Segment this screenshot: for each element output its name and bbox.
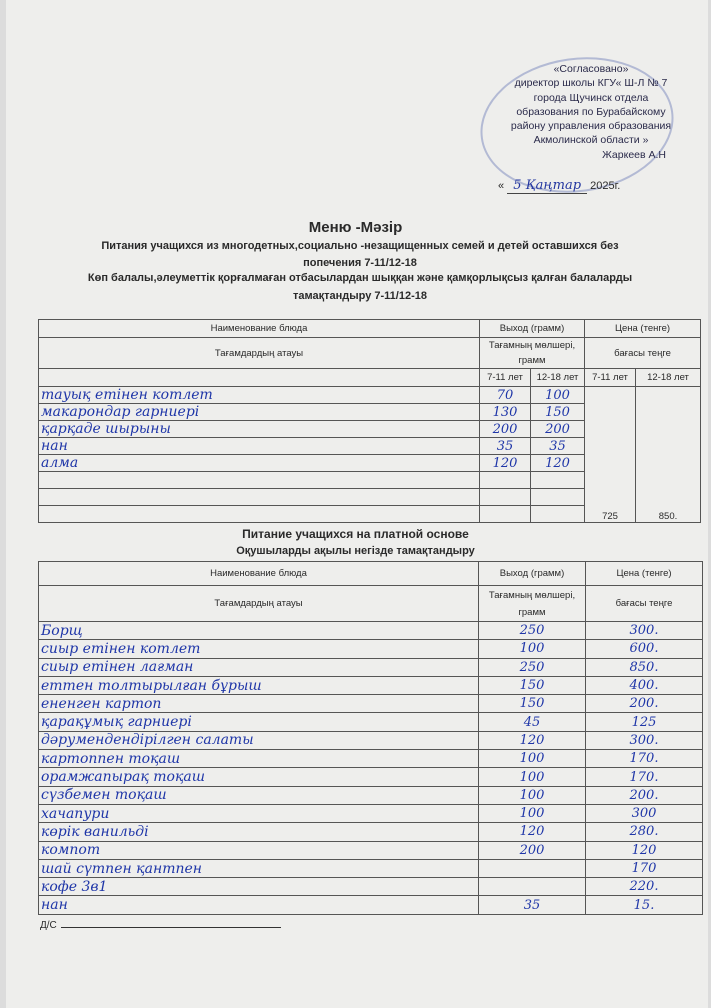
date-prefix: « [498,180,505,192]
ds-label: Д/С [40,920,57,931]
dish-grams: 250 [479,658,586,676]
approval-line: «Согласовано» [553,63,629,75]
date-handwritten: 5 Қаңтар [507,178,587,194]
approval-signer: Жаркеев А.Н [602,148,666,161]
dish-grams: 200 [479,841,586,859]
dish-price: 300. [586,731,703,749]
dish-price: 170 [586,859,703,877]
header-price-ru: Цена (тенге) [586,562,703,586]
dish-grams: 250 [479,622,586,640]
dish-name: дәрумендендірілген салаты [39,731,479,749]
header-name-ru: Наименование блюда [39,320,480,338]
dish-price: 120 [586,841,703,859]
dish-name: тауық етінен котлет [39,387,480,404]
header-name-kz: Тағамдардың атауы [39,586,479,622]
dish-grams-12-18 [531,489,585,506]
dish-name: ененген картоп [39,695,479,713]
dish-grams-7-11: 200 [480,421,531,438]
dish-grams: 100 [479,640,586,658]
subtitle-ru-2: попечения 7-11/12-18 [303,257,417,269]
dish-grams-12-18: 200 [531,421,585,438]
dish-name: Борщ [39,622,479,640]
dish-name: картоппен тоқаш [39,750,479,768]
approval-line: Акмолинской области » [533,134,649,147]
dish-grams: 150 [479,695,586,713]
dish-grams-7-11: 70 [480,387,531,404]
price-7-11-cell [585,387,636,523]
dish-grams: 100 [479,750,586,768]
dish-name: алма [39,455,480,472]
dish-price: 850. [586,658,703,676]
age-header: 12-18 лет [636,369,701,387]
dish-name [39,472,480,489]
dish-grams-7-11: 120 [480,455,531,472]
dish-grams-7-11: 130 [480,404,531,421]
dish-price: 170. [586,750,703,768]
dish-grams-12-18: 35 [531,438,585,455]
dish-name: қарақұмық гарниері [39,713,479,731]
dish-grams-7-11: 35 [480,438,531,455]
approval-line: города Щучинск отдела [533,91,649,104]
dish-name: хачапури [39,804,479,822]
dish-name: шай сүтпен қантпен [39,859,479,877]
section-title-kz: Оқушыларды ақылы негізде тамақтандыру [236,545,475,557]
dish-grams [479,859,586,877]
dish-price: 170. [586,768,703,786]
date-suffix: 2025г. [590,180,621,192]
dish-name: нан [39,438,480,455]
dish-name: қарқаде шырыны [39,421,480,438]
header-output-ru: Выход (грамм) [480,320,585,338]
subtitle-kz-1: Көп балалы,әлеуметтік қорғалмаған отбасылардан шыққан және қамқорлықсыз қалған балаларды [87,272,633,284]
dish-grams-12-18 [531,506,585,523]
ds-signature-line [40,920,281,931]
dish-grams-7-11 [480,472,531,489]
dish-grams: 45 [479,713,586,731]
dish-name: сиыр етінен лағман [39,658,479,676]
approval-date [498,178,620,193]
dish-grams-12-18: 120 [531,455,585,472]
dish-grams: 100 [479,768,586,786]
dish-price: 200. [586,786,703,804]
dish-name: еттен толтырылған бұрыш [39,676,479,694]
dish-price: 300. [586,622,703,640]
dish-grams: 150 [479,676,586,694]
dish-grams-7-11 [480,489,531,506]
dish-grams-12-18: 100 [531,387,585,404]
section-title-ru: Питание учащихся на платной основе [242,527,469,541]
subtitle-ru-1: Питания учащихся из многодетных,социально -незащищенных семей и детей оставшихся без [101,240,619,252]
ds-underline [61,927,281,928]
dish-name: кофе 3в1 [39,878,479,896]
approval-line: району управления образования [510,120,672,133]
dish-price: 400. [586,676,703,694]
menu-table-free [38,319,701,523]
dish-name: көрік ванильді [39,823,479,841]
menu-table-paid [38,561,703,915]
price-7-11: 725 [602,511,618,522]
dish-price: 600. [586,640,703,658]
header-price-kz: бағасы теңге [586,586,703,622]
dish-price: 300 [586,804,703,822]
dish-grams-12-18: 150 [531,404,585,421]
header-price-kz: бағасы теңге [585,338,701,369]
approval-block [486,62,696,162]
dish-name: макарондар гарниері [39,404,480,421]
dish-name: компот [39,841,479,859]
dish-grams: 120 [479,823,586,841]
dish-price: 125 [586,713,703,731]
dish-name [39,489,480,506]
price-12-18-cell [636,387,701,523]
approval-line: директор школы КГУ« Ш-Л № 7 [514,77,668,90]
approval-line: образования по Бурабайскому [516,105,666,118]
dish-grams: 100 [479,804,586,822]
age-header: 7-11 лет [480,369,531,387]
dish-grams: 120 [479,731,586,749]
dish-price: 280. [586,823,703,841]
dish-grams-12-18 [531,472,585,489]
dish-grams: 100 [479,786,586,804]
dish-price: 15. [586,896,703,914]
age-header: 7-11 лет [585,369,636,387]
dish-price: 200. [586,695,703,713]
subtitle-kz-2: тамақтандыру 7-11/12-18 [293,290,427,302]
price-12-18: 850. [658,511,678,522]
dish-price: 220. [586,878,703,896]
dish-grams: 35 [479,896,586,914]
dish-name: нан [39,896,479,914]
dish-name: сүзбемен тоқаш [39,786,479,804]
age-header-blank [39,369,480,387]
header-name-ru: Наименование блюда [39,562,479,586]
header-output-kz: Тағамның мөлшері, грамм [479,586,586,622]
dish-name: сиыр етінен котлет [39,640,479,658]
header-output-kz: Тағамның мөлшері, грамм [480,338,585,369]
dish-grams-7-11 [480,506,531,523]
header-name-kz: Тағамдардың атауы [39,338,480,369]
dish-name: орамжапырақ тоқаш [39,768,479,786]
header-output-ru: Выход (грамм) [479,562,586,586]
page-title: Меню -Мәзір [308,219,403,236]
dish-grams [479,878,586,896]
age-header: 12-18 лет [531,369,585,387]
dish-name [39,506,480,523]
header-price-ru: Цена (тенге) [585,320,701,338]
